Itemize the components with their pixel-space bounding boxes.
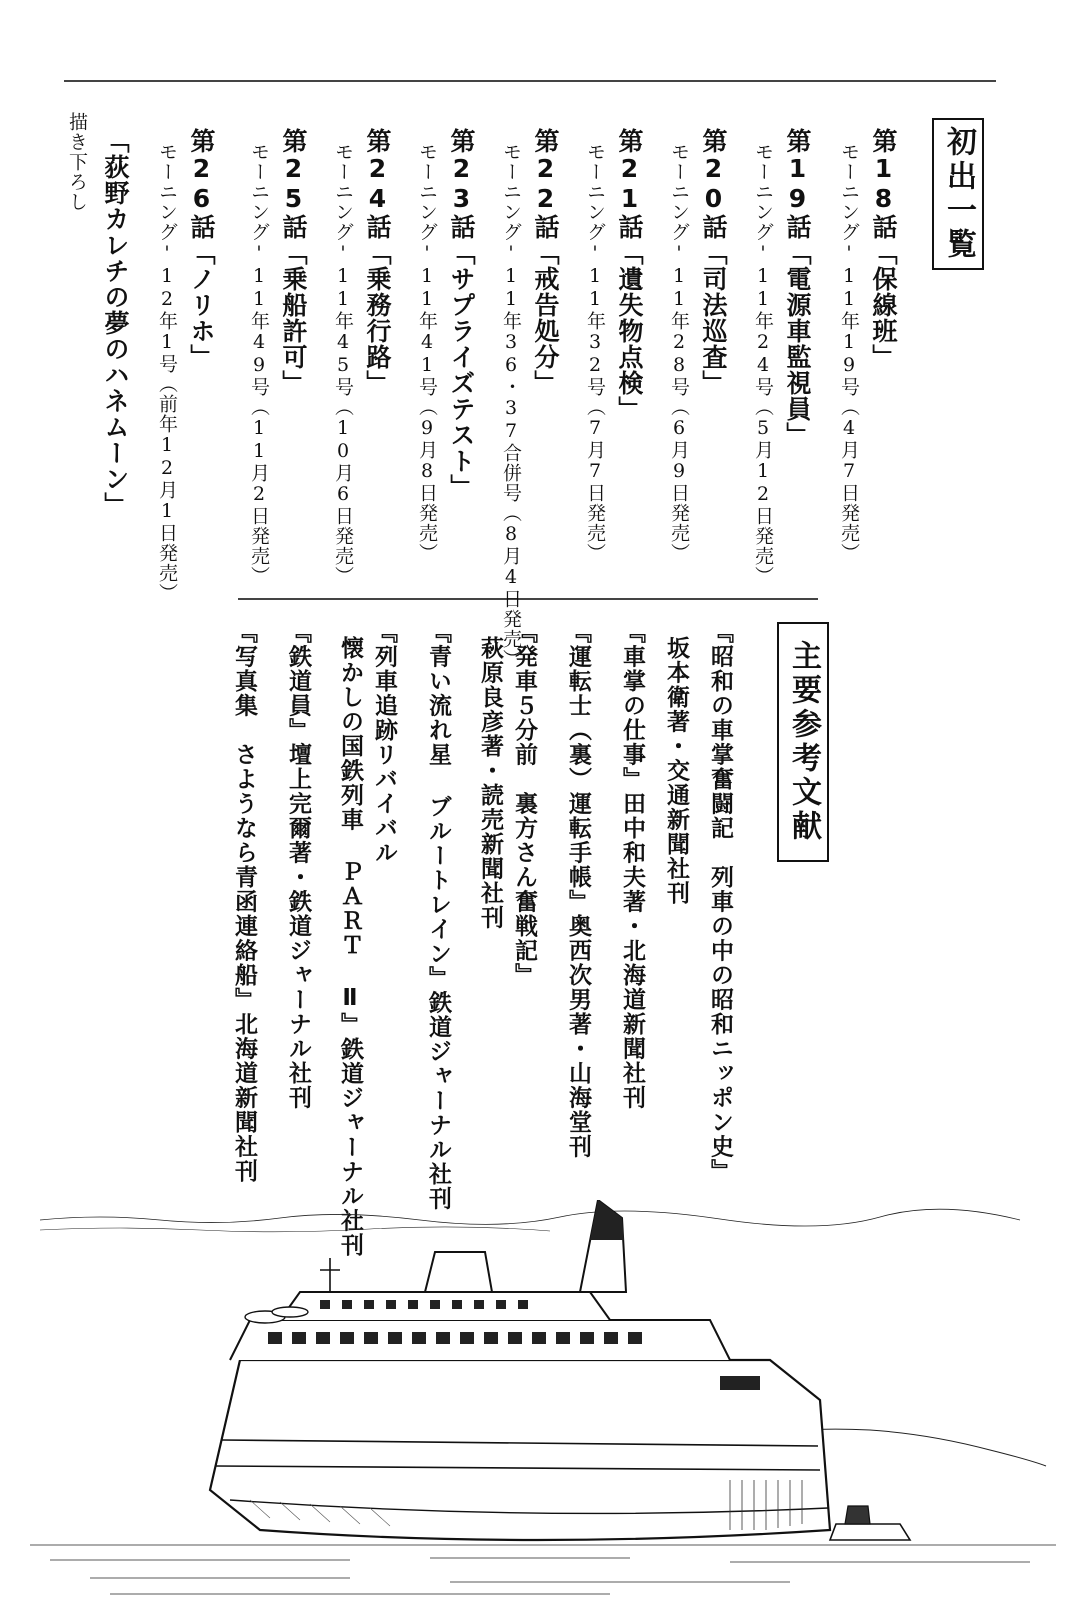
- first-appearance-heading: 初出一覧: [932, 118, 984, 270]
- publication-info: モーニング'11年36・37合併号（8月4日発売）: [500, 142, 522, 669]
- publication-info: モーニング'11年28号（6月9日発売）: [668, 142, 690, 563]
- episode-title: 第24話「乗務行路」: [363, 128, 392, 396]
- publication-info: モーニング'11年24号（5月12日発売）: [752, 142, 774, 586]
- episode-title: 第19話「電源車監視員」: [783, 128, 812, 448]
- reference-line: 『車掌の仕事』田中和夫著・北海道新聞社刊: [619, 620, 645, 1110]
- publication-info: モーニング'11年49号（11月2日発売）: [248, 142, 270, 586]
- ferry-illustration: [30, 1200, 1056, 1600]
- publication-info: 描き下ろし: [66, 112, 88, 212]
- episode-title: 「荻野カレチの夢のハネムーン」: [101, 128, 130, 518]
- reference-line: 『写真集 さようなら青函連絡船』北海道新聞社刊: [231, 620, 257, 1184]
- reference-line: 『列車追跡リバイバル: [371, 620, 397, 865]
- episode-title: 第21話「遺失物点検」: [615, 128, 644, 422]
- top-divider: [64, 80, 996, 82]
- reference-line: 『運転士（裏）運転手帳』奥西次男著・山海堂刊: [565, 620, 591, 1159]
- reference-line: 『発車５分前 裏方さん奮戦記』: [511, 620, 537, 988]
- reference-line: 懐かしの国鉄列車 ＰＡＲＴ Ⅱ』鉄道ジャーナル社刊: [337, 636, 363, 1258]
- publication-info: モーニング'11年19号（4月7日発売）: [838, 142, 860, 563]
- reference-line: 『鉄道員』壇上完爾著・鉄道ジャーナル社刊: [285, 620, 311, 1110]
- episode-title: 第20話「司法巡査」: [699, 128, 728, 396]
- publication-info: モーニング'11年45号（10月6日発売）: [332, 142, 354, 586]
- publication-info: モーニング'12年1号（前年12月1日発売）: [156, 142, 178, 603]
- episode-title: 第25話「乗船許可」: [279, 128, 308, 396]
- episode-title: 第18話「保線班」: [869, 128, 898, 370]
- references-heading: 主要参考文献: [777, 622, 829, 862]
- episode-title: 第22話「戒告処分」: [531, 128, 560, 396]
- episode-title: 第26話「ノリホ」: [187, 128, 216, 370]
- reference-line: 『青い流れ星 ブルートレイン』鉄道ジャーナル社刊: [425, 620, 451, 1211]
- reference-line: 萩原良彦著・読売新聞社刊: [477, 636, 503, 930]
- episode-title: 第23話「サプライズテスト」: [447, 128, 476, 500]
- middle-divider: [238, 598, 818, 600]
- publication-info: モーニング'11年41号（9月8日発売）: [416, 142, 438, 563]
- reference-line: 坂本衛著・交通新聞社刊: [663, 636, 689, 906]
- reference-line: 『昭和の車掌奮闘記 列車の中の昭和ニッポン史』: [707, 620, 733, 1184]
- publication-info: モーニング'11年32号（7月7日発売）: [584, 142, 606, 563]
